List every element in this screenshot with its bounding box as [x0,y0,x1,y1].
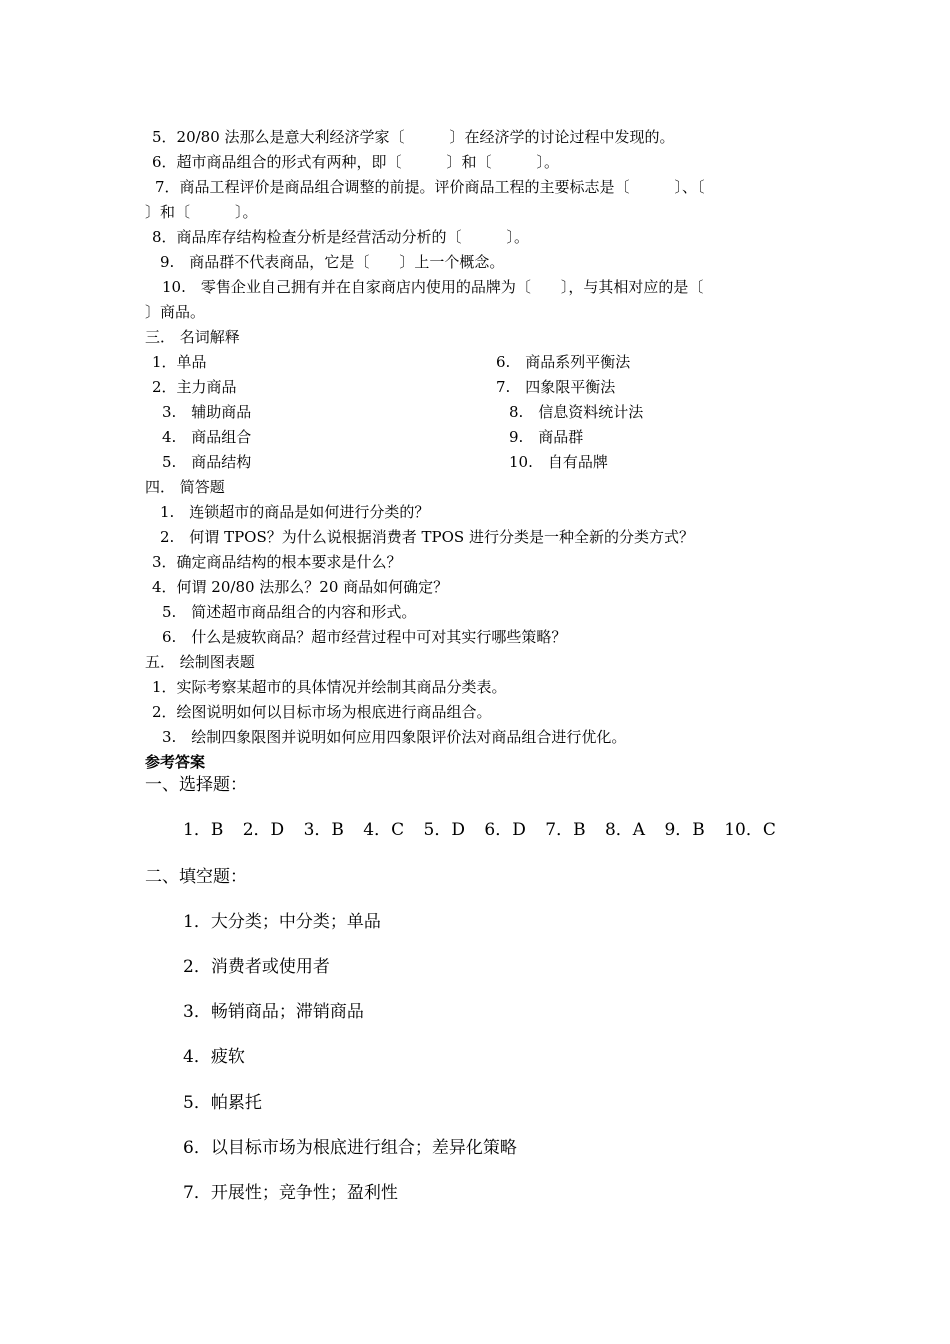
short-answer-item-2: 2. 何谓 TPOS？为什么说根据消费者 TPOS 进行分类是一种全新的分类方式？ [160,528,694,546]
fill-question-10-line-2: 〕商品。 [145,303,206,321]
term-right-7: 7. 四象限平衡法 [496,378,616,396]
short-answer-item-6: 6. 什么是疲软商品？超市经营过程中可对其实行哪些策略？ [162,628,567,646]
short-answer-heading: 四． 简答题 [145,478,225,496]
fill-answer-2: 2．消费者或使用者 [183,957,330,977]
choice-answer-7: 7．B [545,820,586,840]
answers-title: 参考答案 [145,753,206,771]
choice-answer-8: 8．A [604,820,646,840]
term-left-3: 3. 辅助商品 [162,403,252,421]
fill-question-8: 8．商品库存结构检查分析是经营活动分析的〔 〕。 [152,228,530,246]
choice-answer-4: 4．C [363,820,405,840]
short-answer-item-5: 5. 简述超市商品组合的内容和形式。 [162,603,417,621]
choice-answer-1: 1．B [183,820,224,840]
choice-answer-5: 5．D [423,820,465,840]
fill-answer-1: 1．大分类；中分类；单品 [183,912,381,932]
fill-question-10-line-1: 10. 零售企业自己拥有并在自家商店内使用的品牌为〔 〕，与其相对应的是〔 [162,278,704,296]
fill-answer-5: 5．帕累托 [183,1093,262,1113]
short-answer-item-1: 1. 连锁超市的商品是如何进行分类的？ [160,503,430,521]
fill-question-6: 6．超市商品组合的形式有两种，即〔 〕和〔 〕。 [152,153,560,171]
drawing-item-1: 1．实际考察某超市的具体情况并绘制其商品分类表。 [152,678,507,696]
fill-answers-heading: 二、填空题： [145,867,247,887]
choice-answer-3: 3．B [303,820,344,840]
term-right-6: 6. 商品系列平衡法 [496,353,631,371]
short-answer-item-4: 4．何谓 20/80 法那么？20 商品如何确定？ [152,578,449,596]
term-left-5: 5. 商品结构 [162,453,252,471]
choice-answers-heading: 一、选择题： [145,775,247,795]
choice-answer-2: 2．D [242,820,285,840]
fill-answer-3: 3．畅销商品；滞销商品 [183,1002,364,1022]
term-left-2: 2．主力商品 [152,378,237,396]
term-right-10: 10. 自有品牌 [509,453,608,471]
choice-answer-9: 9．B [664,820,705,840]
fill-answer-4: 4．疲软 [183,1047,245,1067]
fill-question-9: 9. 商品群不代表商品，它是〔 〕上一个概念。 [160,253,505,271]
drawing-heading: 五． 绘制图表题 [145,653,255,671]
choice-answers-row [183,818,790,842]
terms-heading: 三． 名词解释 [145,328,240,346]
fill-question-7-line-1: 7．商品工程评价是商品组合调整的前提。评价商品工程的主要标志是〔 〕、〔 [155,178,705,196]
fill-question-7-line-2: 〕和〔 〕。 [145,203,258,221]
term-left-1: 1．单品 [152,353,207,371]
short-answer-item-3: 3．确定商品结构的根本要求是什么？ [152,553,402,571]
fill-question-5: 5．20/80 法那么是意大利经济学家〔 〕在经济学的讨论过程中发现的。 [152,128,675,146]
term-left-4: 4. 商品组合 [162,428,252,446]
drawing-item-2: 2．绘图说明如何以目标市场为根底进行商品组合。 [152,703,492,721]
term-right-8: 8. 信息资料统计法 [509,403,644,421]
fill-answer-6: 6．以目标市场为根底进行组合；差异化策略 [183,1138,517,1158]
drawing-item-3: 3. 绘制四象限图并说明如何应用四象限评价法对商品组合进行优化。 [162,728,627,746]
choice-answer-10: 10．C [724,820,776,840]
fill-answer-7: 7．开展性；竞争性；盈利性 [183,1183,398,1203]
choice-answer-6: 6．D [484,820,526,840]
term-right-9: 9. 商品群 [509,428,584,446]
